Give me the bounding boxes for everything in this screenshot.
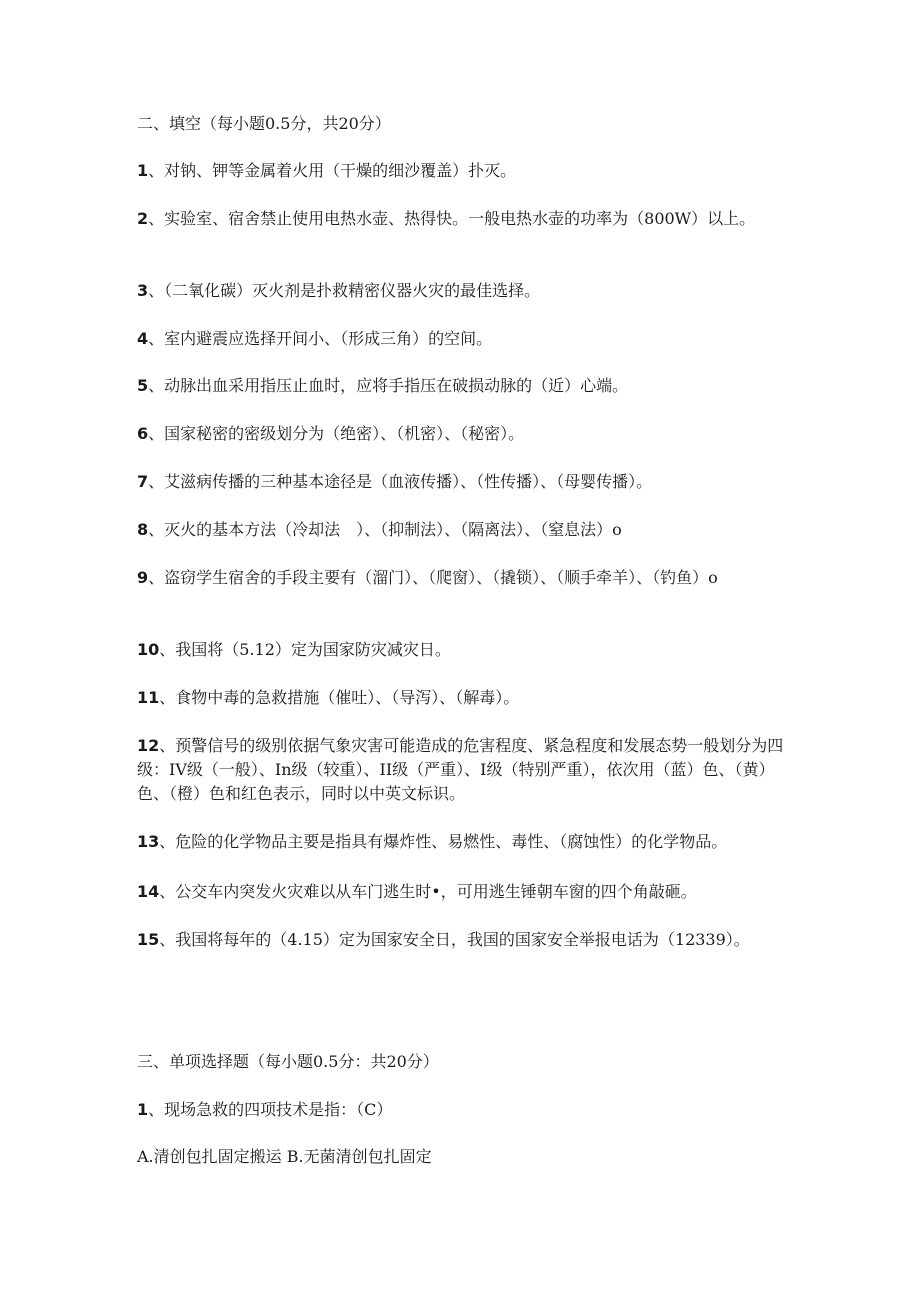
item-text: 、危险的化学物品主要是指具有爆炸性、易燃性、毒性、（腐蚀性）的化学物品。 [159,832,728,851]
fill-blank-item-9 [137,566,787,590]
item-text: 、对钠、钾等金属着火用（干燥的细沙覆盖）扑灭。 [148,161,517,180]
fill-blank-item-11 [137,686,787,710]
item-text: 、盗窃学生宿舍的手段主要有（溜门）、（爬窗）、（撬锁）、（顺手牵羊）、（钓鱼）o [148,568,718,587]
item-text: 、实验室、宿舍禁止使用电热水壶、热得快。一般电热水壶的功率为（800W）以上。 [148,209,756,228]
section-3-heading: 三、单项选择题（每小题0.5分：共20分） [137,1052,439,1071]
item-text: 、食物中毒的急救措施（催吐）、（导泻）、（解毒）。 [159,688,520,707]
fill-blank-item-6 [137,422,787,446]
fill-blank-item-7 [137,470,787,494]
item-text: 、（二氧化碳）灭火剂是扑救精密仪器火灾的最佳选择。 [148,281,541,300]
fill-blank-item-2 [137,207,787,231]
item-number: 11 [137,688,160,707]
item-number: 8 [137,520,149,539]
item-number: 14 [137,882,160,901]
item-text: 、国家秘密的密级划分为（绝密）、（机密）、（秘密）。 [148,424,525,443]
fill-blank-item-1 [137,159,787,183]
fill-blank-item-10 [137,638,787,662]
item-text: 、预警信号的级别依据气象灾害可能造成的危害程度、紧急程度和发展态势一般划分为四级：IV级（一般）、In级（较重）、II级（严重）、I级（特别严重），依次用（蓝）色、（黄）色、（橙）色和红色表示，同时以中英文标识。 [137,736,784,803]
fill-blank-item-14 [137,880,787,904]
item-number: 9 [137,568,149,587]
choice-options: A.清创包扎固定搬运 B.无菌清创包扎固定 [137,1147,432,1166]
fill-blank-item-12 [137,734,787,806]
item-text: 、室内避震应选择开间小、（形成三角）的空间。 [148,329,493,348]
item-number: 10 [137,640,160,659]
choice-question-1 [137,1098,787,1122]
fill-blank-item-15 [137,928,787,952]
fill-blank-item-8 [137,518,787,542]
item-text: 、我国将每年的（4.15）定为国家安全日，我国的国家安全举报电话为（12339）。 [159,930,750,949]
item-number: 1 [137,161,149,180]
fill-blank-item-13 [137,830,787,854]
item-number: 7 [137,472,149,491]
item-number: 12 [137,736,160,755]
item-number: 2 [137,209,149,228]
item-number: 6 [137,424,149,443]
item-text: 、动脉出血采用指压止血时，应将手指压在破损动脉的（近）心端。 [148,376,629,395]
item-text: 、公交车内突发火灾难以从车门逃生时•，可用逃生锤朝车窗的四个角敲砸。 [159,882,697,901]
item-text: 、我国将（5.12）定为国家防灾减灾日。 [159,640,451,659]
item-text: 、灭火的基本方法（冷却法 ）、（抑制法）、（隔离法）、（窒息法）o [148,520,622,539]
section-2-heading: 二、填空（每小题0.5分，共20分） [137,114,391,133]
fill-blank-item-4 [137,327,787,351]
fill-blank-item-3 [137,279,787,303]
item-number: 4 [137,329,149,348]
question-text: 、现场急救的四项技术是指：（C） [148,1100,393,1119]
item-number: 13 [137,832,160,851]
question-number: 1 [137,1100,149,1119]
item-text: 、艾滋病传播的三种基本途径是（血液传播）、（性传播）、（母婴传播）。 [148,472,653,491]
item-number: 3 [137,281,149,300]
item-number: 5 [137,376,149,395]
item-number: 15 [137,930,160,949]
fill-blank-item-5 [137,374,787,398]
